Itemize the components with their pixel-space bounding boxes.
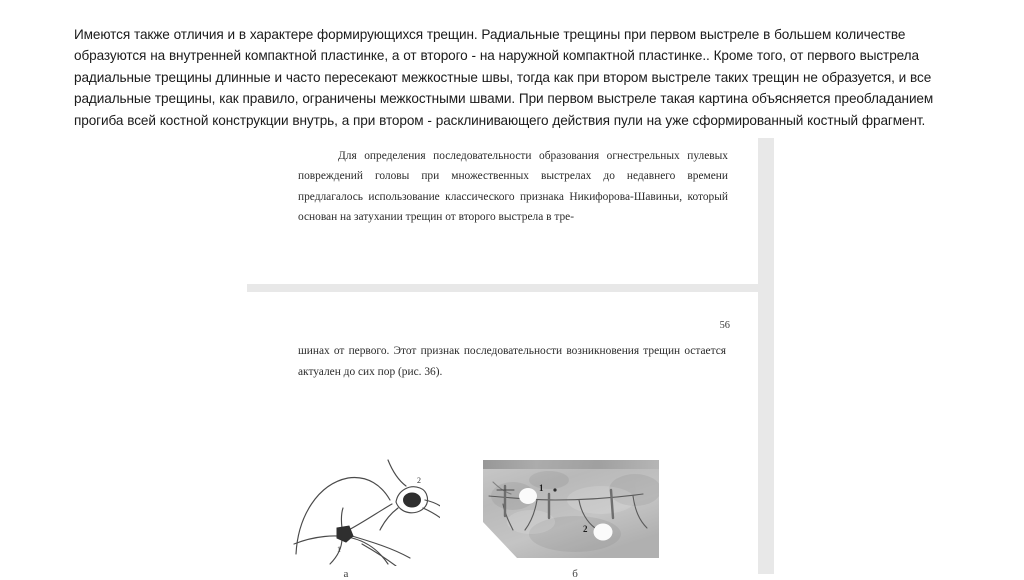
figure-b-photograph [483, 460, 659, 558]
bone-photograph-icon [483, 460, 659, 558]
figure-b-caption: б [572, 568, 578, 580]
intro-paragraph: Имеются также отличия и в характере формирующихся трещин. Радиальные трещины при первом выстреле в большем количестве образуются на внутренней компактной пластинке, а от второго - на наружной компактной пластинке.. Кроме того, от первого выстрела радиальные трещины длинные и часто пересекают межкостные швы, тогда как при втором выстреле таких трещин не образуется, и все радиальные трещины, как правило, ограничены межкостными швами. При первом выстреле такая картина объясняется преобладанием прогиба всей костной конструкции внутрь, а при втором - расклинивающего действия пули на уже сформированный костный фрагмент. [74, 27, 934, 128]
scan-fragment-seam [247, 284, 758, 292]
scanned-page-region [0, 138, 1024, 580]
figure-a-label-1: 1 [337, 545, 341, 554]
figure-b-label-2: 2 [583, 524, 588, 534]
figure-a-label-2: 2 [417, 476, 421, 485]
figure-row [0, 448, 1024, 580]
figure-a-line-drawing [292, 458, 440, 566]
defect-marker-2 [404, 493, 421, 507]
figure-a-caption: а [343, 568, 349, 580]
scan-page-number: 56 [719, 320, 730, 331]
scan-text-block-top: Для определения последовательности образования огнестрельных пулевых повреждений головы при множественных выстрелах до недавнего времени предлагалось использование классического признака Никифорова-Шавиньи, который основан на затухании трещин от второго выстрела в тре- [298, 150, 728, 224]
figure-b-label-1: 1 [539, 483, 544, 493]
defect-marker-2 [594, 524, 613, 541]
skull-fracture-diagram-icon [292, 458, 440, 566]
defect-marker-1 [519, 488, 537, 504]
scan-text-block-bottom: шинах от первого. Этот признак последовательности возникновения трещин остается актуален до сих пор (рис. 36). [298, 345, 726, 378]
